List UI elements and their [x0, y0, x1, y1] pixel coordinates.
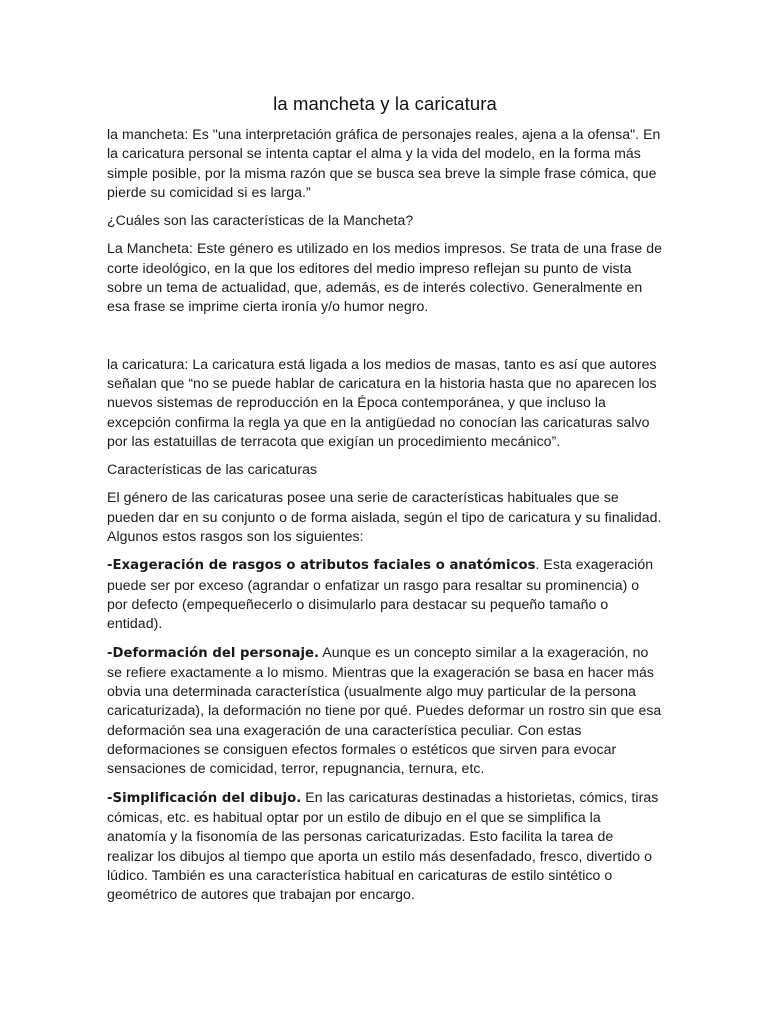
paragraph-mancheta-definition: la mancheta: Es "una interpretación gráfica de personajes reales, ajena a la ofensa". En la caricatura personal se intenta captar el alma y la vida del modelo, en la forma más simple posible, por la misma razón que se busca sea breve la simple frase cómica, que pierde su comicidad si es larga.”	[107, 126, 661, 200]
simplificacion-text: En las caricaturas destinadas a historietas, cómics, tiras cómicas, etc. es habitual optar por un estilo de dibujo en el que se simplifica la anatomía y la fisonomía de las personas caricaturizadas. Esto facilita la tarea de realizar los dibujos al tiempo que aporta un estilo más desenfadado, fresco, divertido o lúdico. También es una característica habitual en caricaturas de estilo sintético o geométrico de autores que trabajan por encargo.	[107, 788, 659, 903]
document-title: la mancheta y la caricatura	[273, 93, 497, 114]
paragraph-caricatura-intro: El género de las caricaturas posee una serie de características habituales que se pueden dar en su conjunto o de forma aislada, según el tipo de caricatura y su finalidad. Algunos estos rasgos son los siguientes:	[107, 489, 662, 545]
paragraph-mancheta-description: La Mancheta: Este género es utilizado en los medios impresos. Se trata de una frase de corte ideológico, en la que los editores del medio impreso reflejan su punto de vista sobre un tema de actualidad, que, además, es de interés colectivo. Generalmente en esa frase se imprime cierta ironía y/o humor negro.	[107, 240, 663, 315]
paragraph-caricatura-heading: Características de las caricaturas	[107, 461, 318, 478]
document-body	[107, 92, 663, 913]
deformacion-text: Aunque es un concepto similar a la exageración, no se refiere exactamente a lo mismo. Mientras que la exageración se basa en hacer más obvia una determinada característica (usualmente algo muy particular de la persona caricaturizada), la deformación no tiene por qué. Puedes deformar un rostro sin que esa deformación sea una exageración de una característica peculiar. Con estas deformaciones se consiguen efectos formales o estéticos que sirven para evocar sensaciones de comicidad, terror, repugnancia, ternura, etc.	[107, 643, 662, 777]
paragraph-deformacion	[107, 643, 663, 779]
exageracion-text: . Esta exageración puede ser por exceso (agrandar o enfatizar un rasgo para resaltar su prominencia) o por defecto (empequeñecerlo o disimularlo para destacar su pequeño tamaño o entidad).	[107, 556, 654, 632]
paragraph-caricatura-definition: la caricatura: La caricatura está ligada a los medios de masas, tanto es así que autores señalan que “no se puede hablar de caricatura en la historia hasta que no aparecen los nuevos sistemas de reproducción en la Época contemporánea, y que incluso la excepción confirma la regla ya que en la antigüedad no conocían las caricaturas salvo por las estatuillas de terracota que exigían un procedimiento mecánico”.	[107, 355, 657, 449]
paragraph-mancheta-question: ¿Cuáles son las características de la Mancheta?	[107, 212, 414, 229]
paragraph-simplificacion	[107, 788, 663, 905]
exageracion-lead: -Exageración de rasgos o atributos faciales o anatómicos	[107, 558, 536, 574]
simplificacion-lead: -Simplificación del dibujo.	[107, 790, 302, 806]
deformacion-lead: -Deformación del personaje.	[107, 645, 320, 661]
paragraph-exageracion	[107, 555, 663, 633]
